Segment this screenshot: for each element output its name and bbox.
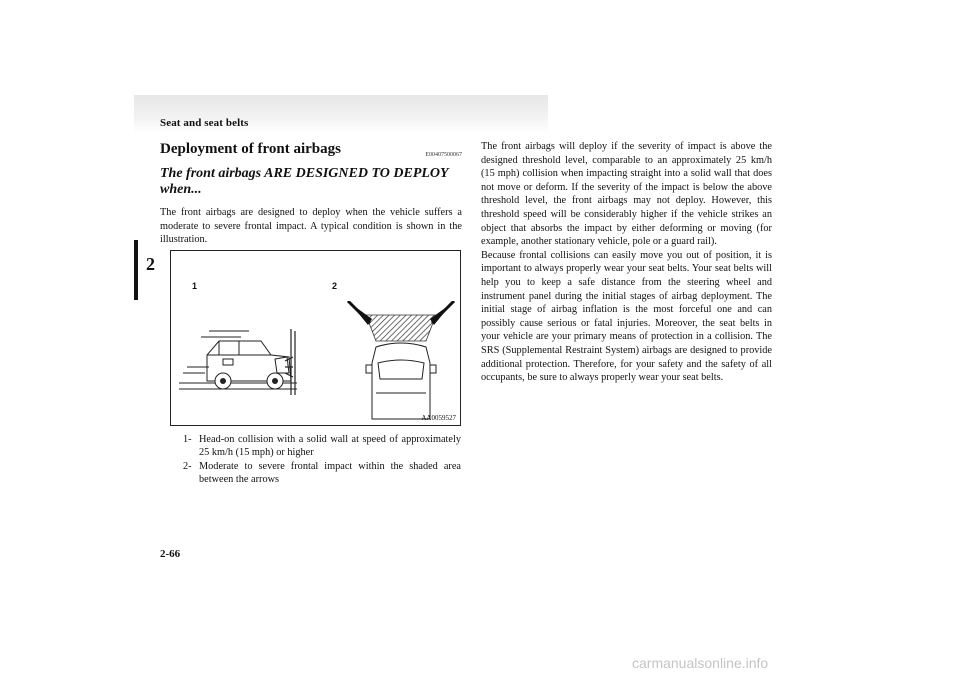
watermark: carmanualsonline.info <box>632 655 769 671</box>
chapter-tab <box>134 240 138 300</box>
figure-label-1: 1 <box>192 281 198 291</box>
caption-list <box>183 433 461 487</box>
caption-number: 1- <box>183 434 192 445</box>
figure-label-2: 2 <box>332 281 338 291</box>
page-number: 2-66 <box>160 548 181 560</box>
section-title <box>160 140 462 158</box>
section-code: E00407500067 <box>425 152 462 158</box>
subheading: The front airbags ARE DESIGNED TO DEPLOY when... <box>160 166 449 197</box>
vehicle-wall-collision-drawing <box>179 311 299 411</box>
caption-item <box>183 460 461 487</box>
airbag-illustration <box>170 250 461 426</box>
right-column <box>481 140 772 385</box>
caption-item <box>183 433 461 460</box>
running-header: Seat and seat belts <box>160 117 249 129</box>
caption-number: 2- <box>183 460 192 472</box>
figure-id: AA0059527 <box>421 414 456 422</box>
vehicle-front-impact-drawing <box>346 301 456 421</box>
intro-paragraph: The front airbags are designed to deploy when the vehicle suffers a moderate to severe frontal impact. A typical condition is shown in the illustration. <box>160 207 462 246</box>
chapter-number: 2 <box>146 254 155 274</box>
section-title-text: Deployment of front airbags <box>160 141 341 157</box>
caption-text: Head-on collision with a solid wall at speed of approximately 25 km/h (15 mph) or higher <box>199 434 461 459</box>
deploy-threshold-paragraph: The front airbags will deploy if the severity of impact is above the designed threshold level, comparable to an approximately 25 km/h (15 mph) collision when impacting straight into a solid wall that does not move or deform. If the severity of the impact is below the above threshold level, the front airbags may not deploy. However, this threshold speed will be considerably higher if the vehicle strikes an object that absorbs the impact by either deforming or moving (for example, another stationary vehicle, pole or a guard rail). <box>481 141 772 248</box>
left-column <box>160 140 462 247</box>
caption-text: Moderate to severe frontal impact within the shaded area between the arrows <box>199 460 461 486</box>
seat-belt-paragraph: Because frontal collisions can easily move you out of position, it is important to always properly wear your seat belts. Your seat belts will help you to keep a safe distance from the steering wheel and instrument panel during the initial stages of airbag deployment. The initial stage of airbag inflation is the most forceful one and can possibly cause serious or fatal injuries. Moreover, the seat belts in your vehicle are your primary means of protection in a collision. The SRS (Supplemental Restraint System) airbags are designed to provide additional protection. Therefore, for your safety and the safety of all occupants, be sure to always properly wear your seat belts. <box>481 249 772 384</box>
